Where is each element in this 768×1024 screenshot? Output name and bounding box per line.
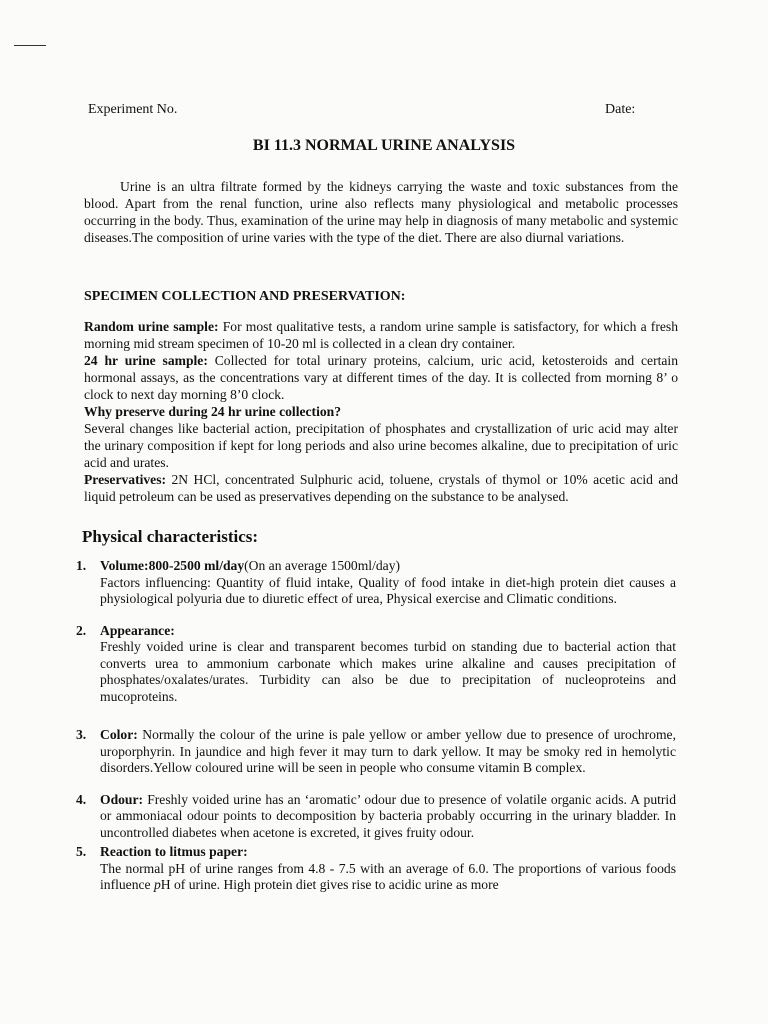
list-item-color — [76, 727, 676, 777]
item-number: 2. — [76, 622, 87, 638]
item-body — [100, 727, 676, 777]
physical-list — [76, 558, 676, 909]
preservatives-label: Preservatives: — [84, 472, 167, 487]
item-body — [100, 623, 676, 706]
list-item-odour — [76, 792, 676, 842]
intro-paragraph — [84, 178, 678, 246]
preservatives-paragraph — [84, 471, 678, 505]
item-body — [100, 558, 676, 608]
item-label: Volume:800-2500 ml/day — [100, 558, 245, 573]
random-sample-label: Random urine sample: — [84, 319, 219, 334]
item-text: Freshly voided urine has an ‘aromatic’ odour due to presence of volatile organic acids. A putrid or ammoniacal odour points to decomposition by bacteria probably occurring in the urinary bladder. In uncontrolled diabetes when acetone is excreted, it gives fruity odour. — [100, 791, 676, 840]
hr24-sample-label: 24 hr urine sample: — [84, 353, 208, 368]
item-label-suffix: (On an average 1500ml/day) — [244, 558, 401, 573]
intro-text: Urine is an ultra filtrate formed by the kidneys carrying the waste and toxic substances from the blood. Apart from the renal function, urine also reflects many physiological and metabolic processes occurring in the body. Thus, examination of the urine may help in diagnosis of many metabolic and systemic diseases.The composition of urine varies with the type of the diet. There are also diurnal variations. — [84, 179, 678, 245]
physical-heading: Physical characteristics: — [82, 527, 259, 546]
hr24-sample-paragraph — [84, 352, 678, 403]
why-preserve-label: Why preserve during 24 hr urine collection? — [84, 404, 342, 419]
hr24-sample-text: Collected for total urinary proteins, calcium, uric acid, ketosteroids and certain hormonal assays, as the concentrations vary at different times of the day. It is collected from morning 8’ o clock to next day morning 8’0 clock. — [84, 353, 678, 402]
corner-mark — [14, 45, 46, 46]
item-number: 4. — [76, 791, 87, 807]
preservatives-text: 2N HCl, concentrated Sulphuric acid, toluene, crystals of thymol or 10% acetic acid and liquid petroleum can be used as preservatives depending on the substance to be analysed. — [84, 472, 678, 504]
item-number: 3. — [76, 727, 87, 742]
item-label: Reaction to litmus paper: — [100, 844, 248, 859]
list-item-volume — [76, 558, 676, 608]
item-label: Appearance: — [100, 622, 175, 638]
item-body — [100, 792, 676, 842]
specimen-heading: SPECIMEN COLLECTION AND PRESERVATION: — [84, 289, 406, 304]
item-label: Odour: — [100, 791, 144, 807]
item-text: Normally the colour of the urine is pale yellow or amber yellow due to presence of urochrome, uroporphyrin. In jaundice and high fever it may turn to dark yellow. It may be smoky red in hemolytic disorders.Yellow coloured urine will be seen in people who consume vitamin B complex. — [100, 727, 676, 775]
why-preserve-text: Several changes like bacterial action, precipitation of phosphates and crystallization of uric acid may alter the urinary composition if kept for long periods and also urine becomes alkaline, due to precipitation of uric acid and urates. — [84, 421, 678, 470]
random-sample-paragraph — [84, 318, 678, 352]
item-text-ph: p — [153, 877, 161, 892]
item-text-pre: The normal pH of urine ranges from 4.8 - 7.5 with an average of 6.0. The proportions of various foods influence — [100, 860, 676, 892]
list-item-reaction — [76, 844, 676, 894]
specimen-section — [84, 318, 678, 505]
date-label: Date: — [605, 102, 636, 117]
experiment-label: Experiment No. — [88, 102, 178, 117]
item-text-post: H of urine. High protein diet gives rise to acidic urine as more — [160, 877, 499, 892]
list-item-appearance — [76, 623, 676, 706]
item-number: 1. — [76, 558, 87, 573]
item-number: 5. — [76, 844, 87, 859]
item-text: Freshly voided urine is clear and transparent becomes turbid on standing due to bacterial action that converts urea to ammonium carbonate which makes urine alkaline and causes precipitation of phosphates/oxalates/urates. Turbidity can also be due to precipitation of nucleoproteins and mucoproteins. — [100, 639, 676, 704]
why-preserve-heading — [84, 403, 678, 420]
random-sample-text: For most qualitative tests, a random urine sample is satisfactory, for which a fresh morning mid stream specimen of 10-20 ml is collected in a clean dry container. — [84, 319, 678, 351]
item-body — [100, 844, 676, 894]
item-label: Color: — [100, 727, 138, 742]
page-title: BI 11.3 NORMAL URINE ANALYSIS — [252, 137, 516, 154]
item-text: Factors influencing: Quantity of fluid intake, Quality of food intake in diet-high protein diet causes a physiological polyuria due to diuretic effect of urea, Physical exercise and Climatic conditions. — [100, 574, 676, 606]
